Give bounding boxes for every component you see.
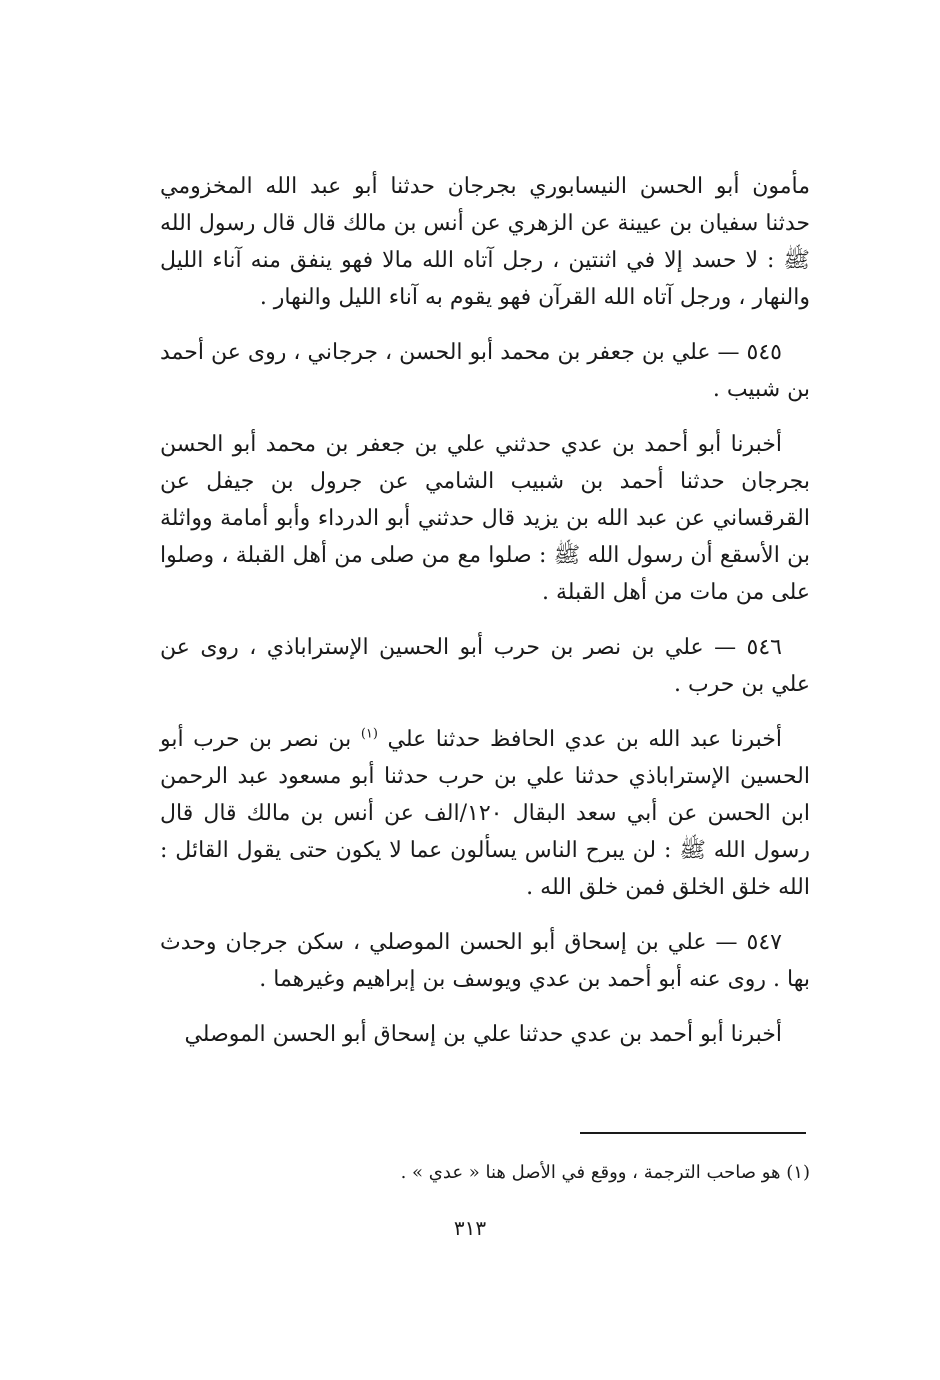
paragraph-narration-547: أخبرنا أبو أحمد بن عدي حدثنا علي بن إسحاق أبو الحسن الموصلي	[184, 1022, 782, 1047]
paragraph-narration-545: أخبرنا أبو أحمد بن عدي حدثني علي بن جعفر بن محمد أبو الحسن بجرجان حدثنا أحمد بن شبيب الشامي عن جرول بن جيفل عن القرقساني عن عبد الله بن يزيد قال حدثني أبو الدرداء وأبو أمامة وواثلة بن الأسقع أن رسول الله ﷺ : صلوا مع من صلى من أهل القبلة ، وصلوا على من مات من أهل القبلة .	[160, 432, 810, 605]
entry-547: ٥٤٧ — علي بن إسحاق أبو الحسن الموصلي ، سكن جرجان وحدث بها . روى عنه أبو أحمد بن عدي ويوسف بن إبراهيم وغيرهما .	[160, 930, 810, 992]
page-number: ٣١٣	[453, 1216, 487, 1240]
entry-545: ٥٤٥ — علي بن جعفر بن محمد أبو الحسن ، جرجاني ، روى عن أحمد بن شبيب .	[160, 340, 810, 402]
paragraph-continuation: مأمون أبو الحسن النيسابوري بجرجان حدثنا أبو عبد الله المخزومي حدثنا سفيان بن عيينة عن الزهري عن أنس بن مالك قال قال رسول الله ﷺ : لا حسد إلا في اثنتين ، رجل آتاه الله مالا فهو ينفق منه آناء الليل والنهار ، ورجل آتاه الله القرآن فهو يقوم به آناء الليل والنهار .	[160, 174, 810, 310]
paragraph-narration-546	[160, 721, 810, 906]
narration-text-before-note: أخبرنا عبد الله بن عدي الحافظ حدثنا علي	[387, 727, 783, 752]
narration-text-after-note: بن نصر بن حرب أبو الحسين الإستراباذي حدثنا علي بن حرب حدثنا أبو مسعود عبد الرحمن ابن الحسن عن أبي سعد البقال ١٢٠/الف عن أنس بن مالك قال قال رسول الله ﷺ : لن يبرح الناس يسألون عما لا يكون حتى يقول القائل : الله خلق الخلق فمن خلق الله .	[160, 727, 810, 900]
footnote-reference: (١)	[360, 726, 378, 742]
footnote-divider	[580, 1132, 806, 1134]
page-body	[160, 168, 810, 1071]
footnote: (١) هو صاحب الترجمة ، ووقع في الأصل هنا « عدي » .	[400, 1162, 810, 1183]
entry-546: ٥٤٦ — علي بن نصر بن حرب أبو الحسين الإستراباذي ، روى عن علي بن حرب .	[160, 635, 810, 697]
